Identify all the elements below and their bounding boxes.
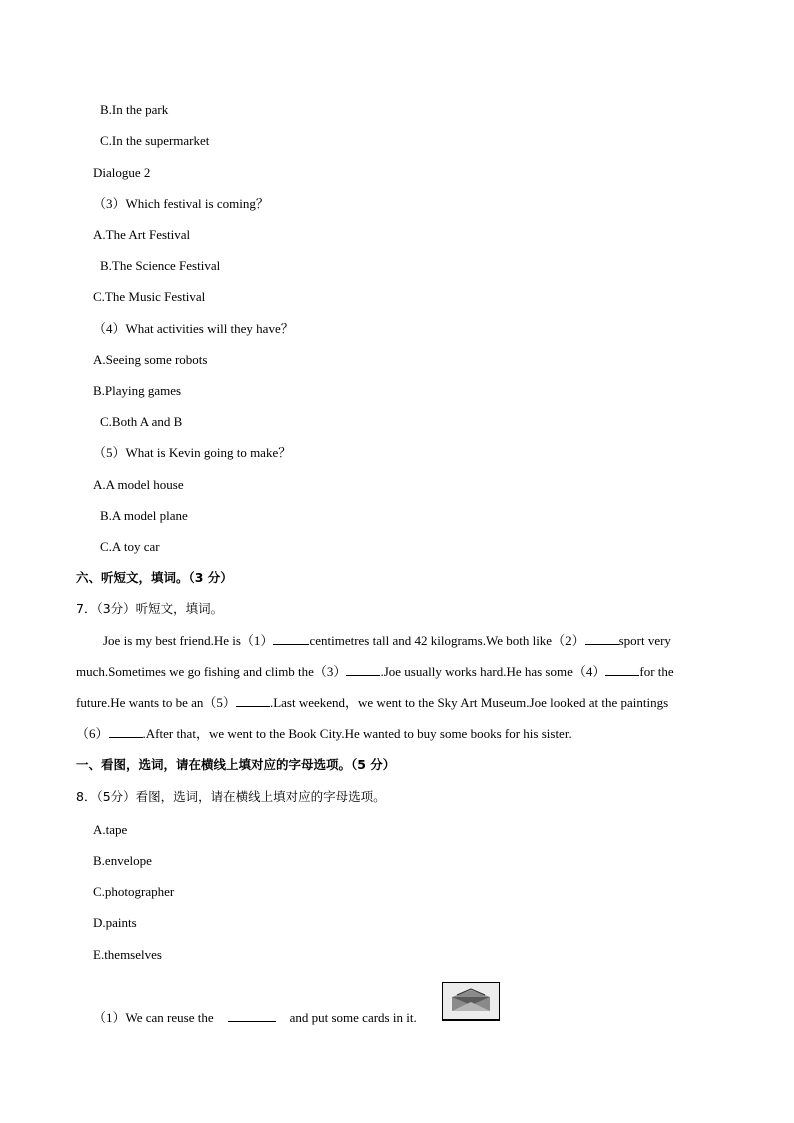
passage-line-1 — [103, 632, 671, 650]
question-5: （5）What is Kevin going to make？ — [93, 445, 292, 460]
passage-text: for the — [639, 664, 674, 679]
envelope-icon — [443, 983, 499, 1019]
q8-option-c: C.photographer — [93, 884, 175, 899]
blank-6[interactable] — [109, 725, 143, 738]
passage-line-3 — [76, 694, 668, 712]
question-8-title: 8．（5分）看图，选词，请在横线上填对应的字母选项。 — [76, 789, 386, 804]
q8-option-a: A.tape — [93, 822, 128, 837]
q1-option-c: C.In the supermarket — [100, 133, 210, 148]
passage-text: future.He wants to be an（5） — [76, 695, 236, 710]
q4-option-c: C.Both A and B — [100, 414, 183, 429]
q1-option-b: B.In the park — [100, 102, 169, 117]
passage-line-4 — [76, 725, 572, 743]
item-text: （1）We can reuse the — [93, 1010, 214, 1025]
blank-5[interactable] — [236, 694, 270, 707]
passage-text: .Last weekend，we went to the Sky Art Museum.Joe looked at the paintings — [269, 695, 669, 710]
passage-text: Joe is my best friend.He is（1） — [103, 633, 274, 648]
q5-option-a: A.A model house — [93, 477, 184, 492]
q8-option-b: B.envelope — [93, 853, 152, 868]
q8-item-1 — [93, 1009, 417, 1027]
passage-text: （6） — [76, 726, 109, 741]
item-1-blank[interactable] — [228, 1009, 276, 1022]
question-4: （4）What activities will they have？ — [93, 321, 294, 336]
passage-text: sport very — [618, 633, 671, 648]
envelope-image — [442, 982, 500, 1020]
q3-option-b: B.The Science Festival — [100, 258, 221, 273]
passage-text: much.Sometimes we go fishing and climb the（3） — [76, 664, 347, 679]
blank-2[interactable] — [585, 632, 619, 645]
passage-text: .After that，we went to the Book City.He wanted to buy some books for his sister. — [142, 726, 572, 741]
q5-option-b: B.A model plane — [100, 508, 188, 523]
passage-line-2 — [76, 663, 674, 681]
passage-text: centimetres tall and 42 kilograms.We both like（2） — [309, 633, 585, 648]
dialogue-2-label: Dialogue 2 — [93, 165, 151, 180]
blank-1[interactable] — [273, 632, 309, 645]
q5-option-c: C.A toy car — [100, 539, 160, 554]
item-text: and put some cards in it. — [289, 1010, 417, 1025]
question-7-title: 7．（3分）听短文，填词。 — [76, 601, 224, 616]
blank-3[interactable] — [346, 663, 380, 676]
passage-text: .Joe usually works hard.He has some（4） — [380, 664, 606, 679]
section-1-heading: 一、看图，选词，请在横线上填对应的字母选项。（5 分） — [76, 757, 396, 772]
blank-4[interactable] — [605, 663, 639, 676]
question-3: （3）Which festival is coming？ — [93, 196, 269, 211]
q8-option-d: D.paints — [93, 915, 137, 930]
image-underline — [442, 1019, 500, 1021]
q3-option-a: A.The Art Festival — [93, 227, 191, 242]
q8-option-e: E.themselves — [93, 947, 162, 962]
q4-option-b: B.Playing games — [93, 383, 182, 398]
q4-option-a: A.Seeing some robots — [93, 352, 208, 367]
q3-option-c: C.The Music Festival — [93, 289, 206, 304]
section-6-heading: 六、听短文，填词。（3 分） — [76, 570, 233, 585]
